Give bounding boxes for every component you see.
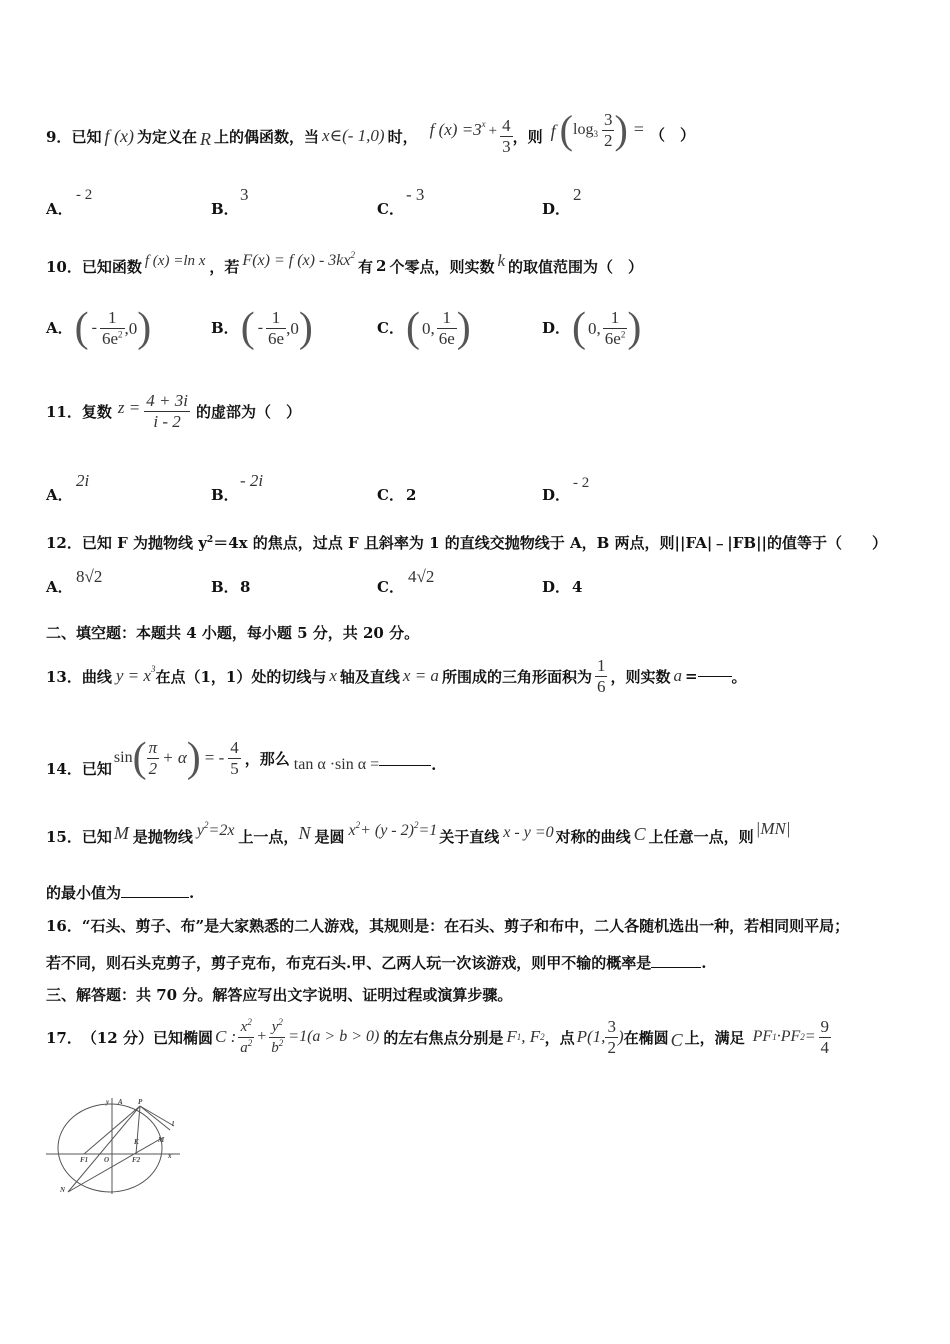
question-10: 10． 已知函数 f (x) =ln x ，若 F(x) = f (x) - 3kx 2 有 2 个零点，则实数 k 的取值范围为（ ） bbox=[46, 250, 644, 276]
label-m: M bbox=[158, 1136, 165, 1144]
question-15: 15． 已知 M 是抛物线 y 2 =2x 上一点， N 是圆 x 2 + (y - 2) 2 =1 关于直线 x - y =0 对称的曲线 C 上任意一点，则 |MN| bbox=[46, 819, 791, 846]
option-a[interactable]: A． bbox=[46, 200, 73, 218]
option-d[interactable]: D． bbox=[542, 578, 571, 596]
question-number: 12． bbox=[46, 534, 82, 552]
question-17: 17． （12 分） 已知椭圆 C : $\frac{x^2}{a^2}$ + $\frac{y^2}{b^2}$ =1(a > b > 0) 的左右焦点分别是 F 1 , F 2 ，点 P(1, $\frac{3}{2}$ ) 在椭圆 C 上，满足 PF 1 ·PF 2 = $\frac{9}{4}$ bbox=[46, 1016, 830, 1057]
question-number: 11． bbox=[46, 402, 82, 421]
label-f2: F2 bbox=[132, 1156, 141, 1164]
question-15-cont: 的最小值为 . bbox=[46, 884, 195, 902]
fraction: $\frac{1}{6e}$ bbox=[268, 307, 285, 348]
fraction: $\frac{3}{2}$ bbox=[603, 109, 613, 150]
option-c[interactable]: C． ( 0, $\frac{1}{6e}$ ) bbox=[377, 305, 471, 351]
option-b[interactable]: B． bbox=[211, 486, 239, 504]
option-a[interactable]: A． ( - $\frac{1}{6e^2}$ ,0 ) bbox=[46, 305, 152, 351]
option-b[interactable]: B． bbox=[211, 578, 239, 596]
section-heading-solutions: 三、解答题：共 70 分。解答应写出文字说明、证明过程或演算步骤。 bbox=[46, 986, 513, 1004]
label-f1: F1 bbox=[80, 1156, 89, 1164]
ellipse-curve bbox=[58, 1104, 162, 1192]
question-number: 15． bbox=[46, 827, 82, 846]
option-d[interactable]: D． bbox=[542, 200, 571, 218]
question-number: 14． bbox=[46, 759, 82, 778]
line-np bbox=[68, 1106, 140, 1192]
option-c[interactable]: C． bbox=[377, 486, 404, 504]
question-9: 9． 已知 f (x) 为定义在 R 上的偶函数，当 x∈(- 1,0) 时， f (x) =3 x + $\frac{4}{3}$ ，则 f ( log 3 $\frac{3}{2}$ ) = （ ） bbox=[46, 106, 695, 156]
label-k: K bbox=[134, 1138, 139, 1146]
option-d[interactable]: D． bbox=[542, 486, 571, 504]
answer-blank[interactable] bbox=[379, 764, 431, 766]
option-d[interactable]: D． ( 0, $\frac{1}{6e^2}$ ) bbox=[542, 305, 642, 351]
label-o: O bbox=[104, 1156, 110, 1164]
label-l: l bbox=[172, 1120, 174, 1128]
answer-blank[interactable] bbox=[698, 675, 732, 677]
option-a[interactable]: A． bbox=[46, 486, 73, 504]
question-13: 13． 曲线 y = x 3 在点（1，1）处的切线与 x 轴及直线 x = a 所围成的三角形面积为 $\frac{1}{6}$ ，则实数 a = 。 bbox=[46, 655, 747, 696]
option-b[interactable]: B． bbox=[211, 200, 239, 218]
question-11: 11． 复数 z = $\frac{4 + 3i}{i - 2}$ 的虚部为（ ） bbox=[46, 390, 301, 431]
question-12: 12．已知 F 为抛物线 $y^2=4x$ 的焦点，过点 F 且斜率为 1 的直线交抛物线于 A，B 两点，则||FA|﹣|FB||的值等于（ ） bbox=[46, 534, 888, 552]
answer-blank[interactable] bbox=[121, 896, 189, 898]
label-n: N bbox=[60, 1186, 66, 1194]
fraction: $\frac{\pi}{2}$ bbox=[148, 737, 158, 778]
label-a: A bbox=[118, 1098, 123, 1106]
option-c[interactable]: C． bbox=[377, 200, 404, 218]
fraction: $\frac{y^2}{b^2}$ bbox=[271, 1017, 284, 1056]
question-number: 9． bbox=[46, 127, 72, 146]
line-f2p bbox=[136, 1106, 140, 1154]
option-a[interactable]: A． bbox=[46, 578, 73, 596]
fraction: $\frac{x^2}{a^2}$ bbox=[240, 1017, 253, 1056]
question-14: 14． 已知 sin ( $\frac{\pi}{2}$ + α ) = - $\frac{4}{5}$ ，那么 tan α ·sin α = . bbox=[46, 735, 437, 781]
question-number: 17． bbox=[46, 1028, 82, 1047]
question-number: 10． bbox=[46, 257, 82, 276]
answer-blank[interactable] bbox=[651, 966, 701, 968]
fraction: $\frac{1}{6e}$ bbox=[438, 307, 455, 348]
ellipse-figure bbox=[44, 1094, 194, 1198]
label-y: y bbox=[106, 1098, 110, 1106]
label-p: P bbox=[138, 1098, 143, 1106]
section-heading-fill-in: 二、填空题：本题共 4 小题，每小题 5 分，共 20 分。 bbox=[46, 624, 420, 642]
fraction: $\frac{4}{5}$ bbox=[230, 737, 239, 778]
question-number: 13． bbox=[46, 667, 82, 686]
label-x: x bbox=[168, 1152, 172, 1160]
fraction: $\frac{9}{4}$ bbox=[820, 1016, 830, 1057]
question-16-cont: 若不同，则石头克剪子，剪子克布，布克石头.甲、乙两人玩一次该游戏，则甲不输的概率是 . bbox=[46, 954, 707, 972]
fraction: $\frac{1}{6}$ bbox=[596, 655, 606, 696]
fraction: $\frac{1}{6e^2}$ bbox=[604, 307, 626, 348]
fraction: $\frac{1}{6e^2}$ bbox=[101, 307, 123, 348]
fraction: $\frac{4}{3}$ bbox=[502, 115, 511, 156]
line-nm bbox=[68, 1138, 162, 1192]
question-16: 16．“石头、剪子、布”是大家熟悉的二人游戏，其规则是：在石头、剪子和布中，二人各随机选出一种，若相同则平局； bbox=[46, 917, 850, 935]
fraction: $\frac{3}{2}$ bbox=[607, 1016, 616, 1057]
fraction: $\frac{4 + 3i}{i - 2}$ bbox=[146, 390, 188, 431]
option-b[interactable]: B． ( - $\frac{1}{6e}$ ,0 ) bbox=[211, 305, 313, 351]
option-c[interactable]: C． bbox=[377, 578, 404, 596]
